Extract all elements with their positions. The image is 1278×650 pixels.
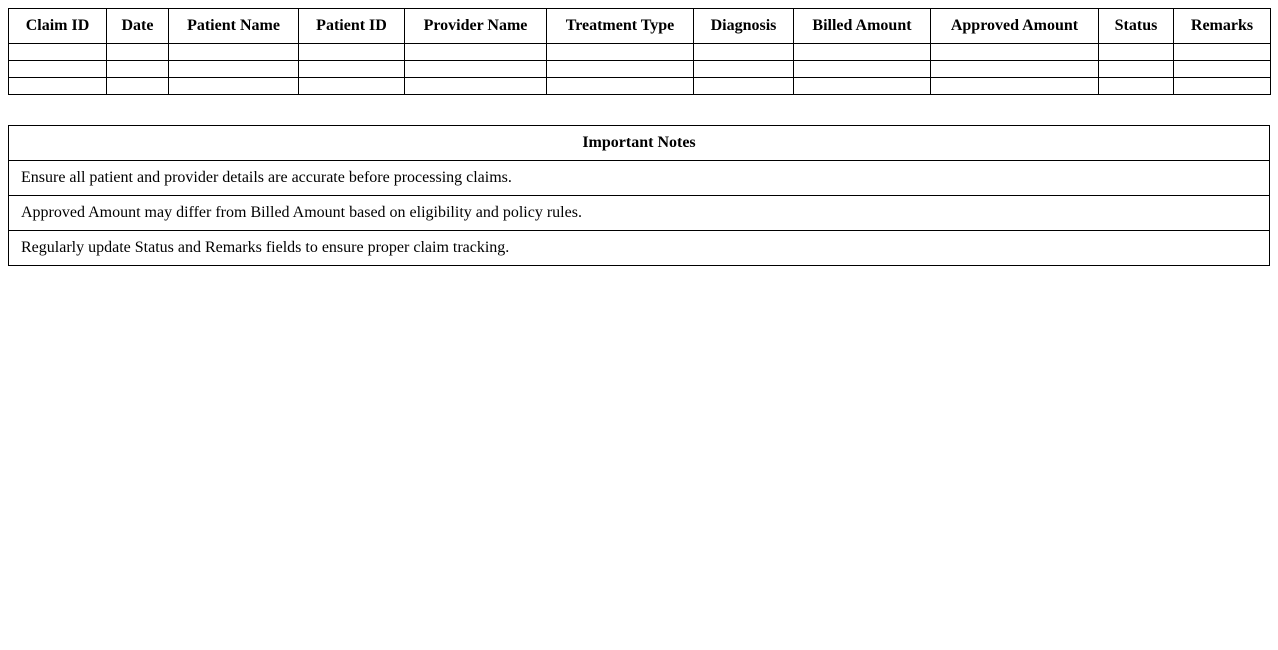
table-cell-billed-amount[interactable] (794, 44, 931, 61)
table-cell-diagnosis[interactable] (694, 78, 794, 95)
column-header-provider-name: Provider Name (405, 9, 547, 44)
column-header-date: Date (107, 9, 169, 44)
table-row (9, 44, 1271, 61)
table-cell-treatment-type[interactable] (547, 61, 694, 78)
note-row (9, 231, 1270, 266)
notes-header-row (9, 126, 1270, 161)
column-header-status: Status (1099, 9, 1174, 44)
table-cell-patient-name[interactable] (169, 61, 299, 78)
claims-table-body (9, 44, 1271, 95)
column-header-patient-name: Patient Name (169, 9, 299, 44)
note-text: Approved Amount may differ from Billed Amount based on eligibility and policy rules. (9, 196, 1270, 231)
table-cell-provider-name[interactable] (405, 78, 547, 95)
table-cell-claim-id[interactable] (9, 78, 107, 95)
table-row (9, 78, 1271, 95)
important-notes-table (8, 125, 1270, 266)
column-header-diagnosis: Diagnosis (694, 9, 794, 44)
claims-table (8, 8, 1271, 95)
claims-header-row (9, 9, 1271, 44)
table-cell-remarks[interactable] (1174, 44, 1271, 61)
column-header-billed-amount: Billed Amount (794, 9, 931, 44)
table-cell-remarks[interactable] (1174, 61, 1271, 78)
table-cell-diagnosis[interactable] (694, 44, 794, 61)
note-row (9, 196, 1270, 231)
table-cell-approved-amount[interactable] (931, 44, 1099, 61)
column-header-approved-amount: Approved Amount (931, 9, 1099, 44)
column-header-patient-id: Patient ID (299, 9, 405, 44)
table-cell-treatment-type[interactable] (547, 44, 694, 61)
table-cell-status[interactable] (1099, 61, 1174, 78)
column-header-claim-id: Claim ID (9, 9, 107, 44)
table-row (9, 61, 1271, 78)
notes-title: Important Notes (9, 126, 1270, 161)
table-cell-treatment-type[interactable] (547, 78, 694, 95)
table-cell-date[interactable] (107, 44, 169, 61)
column-header-treatment-type: Treatment Type (547, 9, 694, 44)
table-cell-date[interactable] (107, 78, 169, 95)
table-cell-remarks[interactable] (1174, 78, 1271, 95)
table-cell-approved-amount[interactable] (931, 78, 1099, 95)
table-cell-status[interactable] (1099, 78, 1174, 95)
table-cell-patient-name[interactable] (169, 44, 299, 61)
table-cell-provider-name[interactable] (405, 61, 547, 78)
table-cell-patient-id[interactable] (299, 61, 405, 78)
table-cell-billed-amount[interactable] (794, 78, 931, 95)
table-cell-claim-id[interactable] (9, 44, 107, 61)
table-cell-provider-name[interactable] (405, 44, 547, 61)
table-cell-claim-id[interactable] (9, 61, 107, 78)
table-cell-patient-id[interactable] (299, 78, 405, 95)
table-cell-diagnosis[interactable] (694, 61, 794, 78)
table-cell-patient-id[interactable] (299, 44, 405, 61)
column-header-remarks: Remarks (1174, 9, 1271, 44)
table-cell-approved-amount[interactable] (931, 61, 1099, 78)
note-text: Ensure all patient and provider details are accurate before processing claims. (9, 161, 1270, 196)
note-text: Regularly update Status and Remarks fields to ensure proper claim tracking. (9, 231, 1270, 266)
table-cell-patient-name[interactable] (169, 78, 299, 95)
note-row (9, 161, 1270, 196)
table-cell-billed-amount[interactable] (794, 61, 931, 78)
table-cell-date[interactable] (107, 61, 169, 78)
table-cell-status[interactable] (1099, 44, 1174, 61)
